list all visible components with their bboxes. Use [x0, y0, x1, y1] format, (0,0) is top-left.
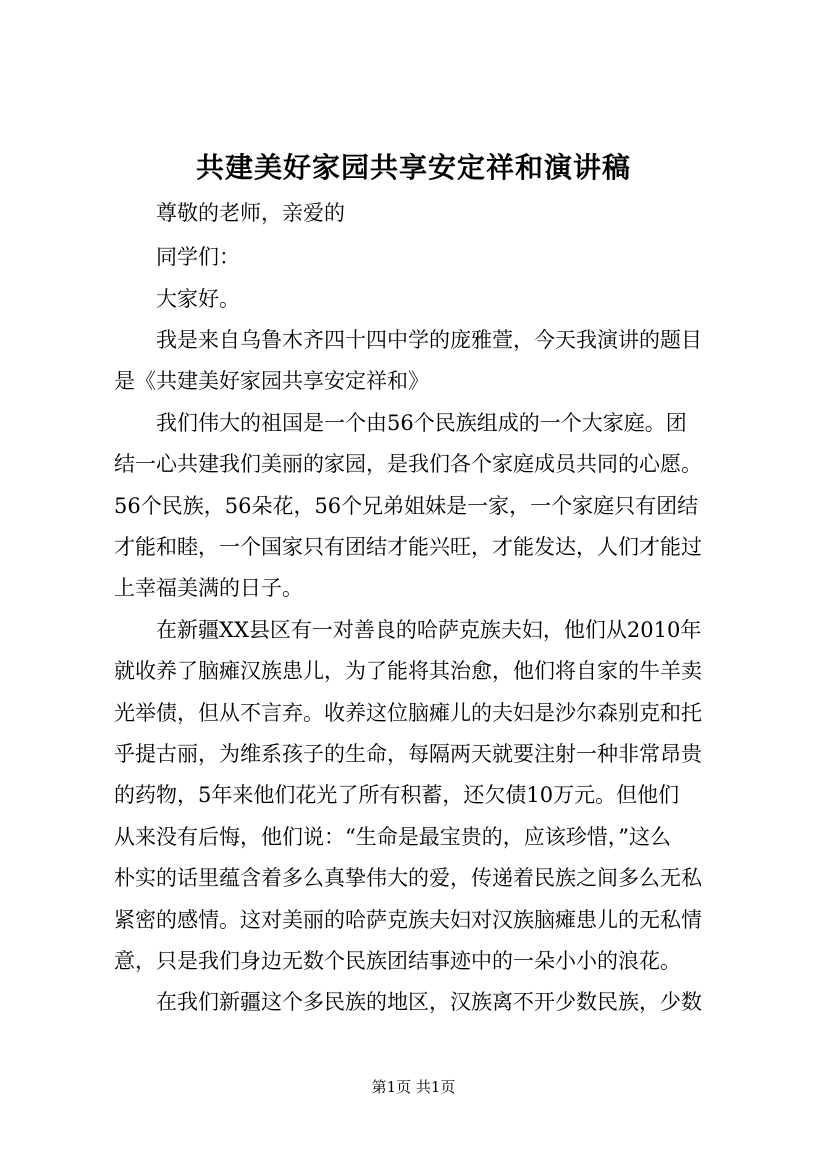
- text-line: 在我们新疆这个多民族的地区，汉族离不开少数民族，少数: [156, 990, 702, 1014]
- page-footer: 第1页 共1页: [371, 1078, 456, 1096]
- text-line: 在新疆XX县区有一对善良的哈萨克族夫妇，他们从2010年: [156, 618, 702, 642]
- text-line: 才能和睦，一个国家只有团结才能兴旺，才能发达，人们才能过: [114, 535, 702, 559]
- text-line: 就收养了脑瘫汉族患儿，为了能将其治愈，他们将自家的牛羊卖: [114, 659, 702, 683]
- text-line: 我是来自乌鲁木齐四十四中学的庞雅萱，今天我演讲的题目: [156, 328, 702, 352]
- text-line: 紧密的感情。这对美丽的哈萨克族夫妇对汉族脑瘫患儿的无私情: [114, 908, 702, 932]
- text-line: 的药物，5年来他们花光了所有积蓄，还欠债10万元。但他们: [114, 783, 680, 807]
- text-line: 光举债，但从不言弃。收养这位脑瘫儿的夫妇是沙尔森别克和托: [114, 701, 702, 725]
- text-line: 意，只是我们身边无数个民族团结事迹中的一朵小小的浪花。: [114, 949, 681, 973]
- text-line: 是《共建美好家园共享安定祥和》: [114, 369, 429, 393]
- text-line: 大家好。: [156, 287, 240, 311]
- text-line: 我们伟大的祖国是一个由56个民族组成的一个大家庭。团: [156, 411, 687, 435]
- text-line: 朴实的话里蕴含着多么真挚伟大的爱，传递着民族之间多么无私: [114, 866, 702, 890]
- text-line: 结一心共建我们美丽的家园，是我们各个家庭成员共同的心愿。: [114, 452, 702, 476]
- text-line: 56个民族，56朵花，56个兄弟姐妹是一家，一个家庭只有团结: [114, 494, 699, 518]
- page-title: 共建美好家园共享安定祥和演讲稿: [195, 151, 631, 184]
- text-line: 上幸福美满的日子。: [114, 576, 303, 600]
- text-line: 尊敬的老师，亲爱的: [156, 201, 345, 225]
- text-line: 同学们：: [156, 245, 240, 269]
- text-line: 从来没有后悔，他们说：“生命是最宝贵的，应该珍惜，”这么: [114, 825, 671, 849]
- text-line: 乎提古丽，为维系孩子的生命，每隔两天就要注射一种非常昂贵: [114, 742, 702, 766]
